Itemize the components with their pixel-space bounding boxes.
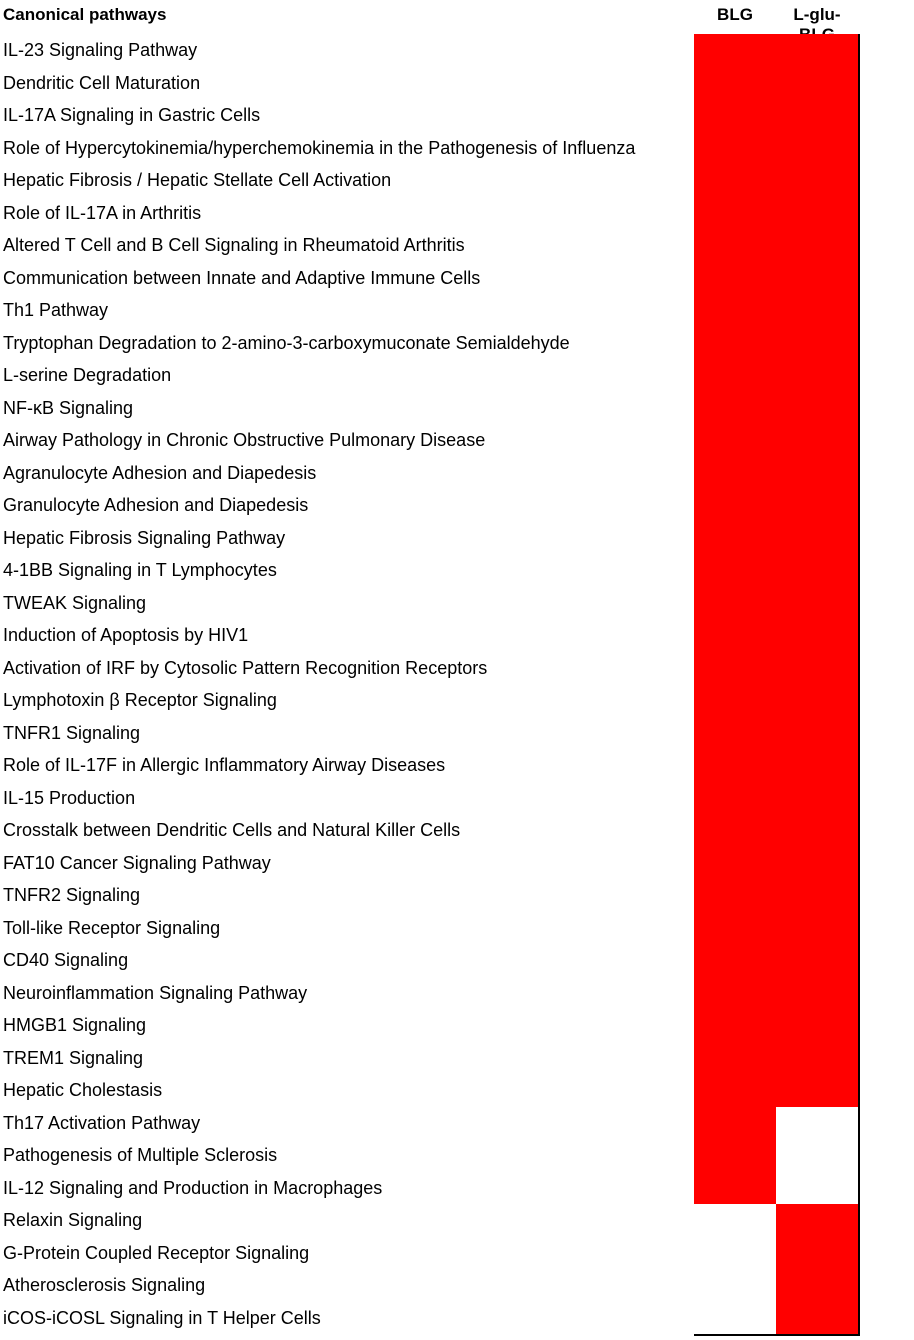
heatmap-cell-blg bbox=[694, 67, 778, 102]
heatmap-cell-blg bbox=[694, 1302, 778, 1337]
heatmap-cell-l-glu-blg bbox=[776, 1204, 860, 1239]
heatmap-cell-blg bbox=[694, 1139, 778, 1174]
heatmap-cell-l-glu-blg bbox=[776, 489, 860, 524]
heatmap-cell-blg bbox=[694, 457, 778, 492]
heatmap-cell-blg bbox=[694, 392, 778, 427]
heatmap-cell-blg bbox=[694, 847, 778, 882]
heatmap-cell-l-glu-blg bbox=[776, 684, 860, 719]
pathway-label: Th1 Pathway bbox=[3, 300, 109, 320]
heatmap-cell-blg bbox=[694, 424, 778, 459]
heatmap-cell-l-glu-blg bbox=[776, 554, 860, 589]
heatmap-cell-l-glu-blg bbox=[776, 1074, 860, 1109]
heatmap-cell-blg bbox=[694, 652, 778, 687]
heatmap-cell-blg bbox=[694, 294, 778, 329]
heatmap-cell-l-glu-blg bbox=[776, 1107, 860, 1142]
heatmap-cell-blg bbox=[694, 554, 778, 589]
pathway-label: Neuroinflammation Signaling Pathway bbox=[3, 982, 308, 1003]
heatmap-cell-l-glu-blg bbox=[776, 1172, 860, 1207]
heatmap-cell-l-glu-blg bbox=[776, 619, 860, 654]
pathway-label: Lymphotoxin β Receptor Signaling bbox=[3, 690, 277, 710]
heatmap-cell-blg bbox=[694, 749, 778, 784]
heatmap-cell-l-glu-blg bbox=[776, 392, 860, 427]
heatmap-cell-l-glu-blg bbox=[776, 359, 860, 394]
heatmap-cell-blg bbox=[694, 717, 778, 752]
heatmap-cell-l-glu-blg bbox=[776, 782, 860, 817]
heatmap-cell-blg bbox=[694, 814, 778, 849]
pathway-label: IL-15 Production bbox=[3, 787, 136, 808]
heatmap-cell-l-glu-blg bbox=[776, 717, 860, 752]
pathway-label: L-serine Degradation bbox=[3, 365, 172, 385]
heatmap-cell-blg bbox=[694, 99, 778, 134]
heatmap-cell-l-glu-blg bbox=[776, 652, 860, 687]
pathway-label: NF-κB Signaling bbox=[3, 397, 134, 418]
heatmap-cell-l-glu-blg bbox=[776, 229, 860, 264]
heatmap-cell-blg bbox=[694, 1074, 778, 1109]
heatmap-cell-blg bbox=[694, 1107, 778, 1142]
heatmap-cell-l-glu-blg bbox=[776, 457, 860, 492]
heatmap-cell-l-glu-blg bbox=[776, 879, 860, 914]
pathway-label: Th17 Activation Pathway bbox=[3, 1112, 201, 1133]
pathway-label: IL-12 Signaling and Production in Macrophages bbox=[3, 1177, 383, 1198]
pathway-label: Tryptophan Degradation to 2-amino-3-carboxymuconate Semialdehyde bbox=[3, 332, 570, 353]
pathway-label: Granulocyte Adhesion and Diapedesis bbox=[3, 495, 309, 515]
heatmap-cell-blg bbox=[694, 1009, 778, 1044]
pathway-label: Pathogenesis of Multiple Sclerosis bbox=[3, 1145, 278, 1165]
heatmap-cell-blg bbox=[694, 229, 778, 264]
heatmap-cell-l-glu-blg bbox=[776, 1009, 860, 1044]
heatmap-cell-l-glu-blg bbox=[776, 327, 860, 362]
pathway-label: Altered T Cell and B Cell Signaling in Rheumatoid Arthritis bbox=[3, 235, 465, 255]
heatmap-cell-l-glu-blg bbox=[776, 1139, 860, 1174]
pathway-label: FAT10 Cancer Signaling Pathway bbox=[3, 852, 271, 873]
heatmap-cell-blg bbox=[694, 782, 778, 817]
heatmap-cell-l-glu-blg bbox=[776, 814, 860, 849]
heatmap-cell-l-glu-blg bbox=[776, 67, 860, 102]
heatmap-cell-l-glu-blg bbox=[776, 197, 860, 232]
chart-title: Canonical pathways bbox=[3, 5, 167, 24]
heatmap-cell-blg bbox=[694, 164, 778, 199]
heatmap-cell-blg bbox=[694, 34, 778, 69]
pathway-label: IL-17A Signaling in Gastric Cells bbox=[3, 105, 261, 125]
heatmap-cell-blg bbox=[694, 912, 778, 947]
column-header-blg: BLG bbox=[717, 5, 753, 24]
pathway-label: Role of IL-17F in Allergic Inflammatory Airway Diseases bbox=[3, 755, 446, 775]
heatmap-cell-l-glu-blg bbox=[776, 1237, 860, 1272]
heatmap-cell-blg bbox=[694, 327, 778, 362]
pathway-label: 4-1BB Signaling in T Lymphocytes bbox=[3, 560, 277, 580]
heatmap-cell-blg bbox=[694, 977, 778, 1012]
pathway-label: Communication between Innate and Adaptive Immune Cells bbox=[3, 267, 481, 288]
heatmap-cell-l-glu-blg bbox=[776, 977, 860, 1012]
heatmap-cell-l-glu-blg bbox=[776, 99, 860, 134]
pathway-label: TREM1 Signaling bbox=[3, 1047, 144, 1068]
heatmap-cell-blg bbox=[694, 1237, 778, 1272]
heatmap-cell-l-glu-blg bbox=[776, 424, 860, 459]
pathway-label: TWEAK Signaling bbox=[3, 592, 147, 613]
pathway-label: HMGB1 Signaling bbox=[3, 1015, 147, 1035]
heatmap-cell-l-glu-blg bbox=[776, 587, 860, 622]
heatmap-cell-blg bbox=[694, 1172, 778, 1207]
pathway-label: Hepatic Cholestasis bbox=[3, 1080, 163, 1100]
heatmap-cell-l-glu-blg bbox=[776, 1042, 860, 1077]
heatmap-cell-blg bbox=[694, 262, 778, 297]
heatmap-cell-l-glu-blg bbox=[776, 522, 860, 557]
pathway-label: Relaxin Signaling bbox=[3, 1210, 143, 1230]
pathway-label: TNFR2 Signaling bbox=[3, 885, 141, 905]
heatmap-cell-blg bbox=[694, 489, 778, 524]
pathway-label: Toll-like Receptor Signaling bbox=[3, 917, 221, 938]
heatmap-cell-l-glu-blg bbox=[776, 912, 860, 947]
pathway-label: IL-23 Signaling Pathway bbox=[3, 40, 198, 60]
heatmap-cell-blg bbox=[694, 684, 778, 719]
heatmap-cell-blg bbox=[694, 1269, 778, 1304]
pathway-label: TNFR1 Signaling bbox=[3, 722, 141, 743]
heatmap-cell-l-glu-blg bbox=[776, 294, 860, 329]
heatmap-cell-l-glu-blg bbox=[776, 164, 860, 199]
heatmap-cell-blg bbox=[694, 132, 778, 167]
heatmap-cell-blg bbox=[694, 1204, 778, 1239]
heatmap-cell-l-glu-blg bbox=[776, 1269, 860, 1304]
heatmap-grid bbox=[694, 34, 858, 1334]
heatmap-cell-l-glu-blg bbox=[776, 34, 860, 69]
pathway-label: Dendritic Cell Maturation bbox=[3, 72, 201, 93]
pathway-label: Hepatic Fibrosis Signaling Pathway bbox=[3, 527, 286, 548]
heatmap-cell-blg bbox=[694, 587, 778, 622]
heatmap-cell-l-glu-blg bbox=[776, 262, 860, 297]
pathway-label: Crosstalk between Dendritic Cells and Natural Killer Cells bbox=[3, 820, 461, 840]
pathway-label: Activation of IRF by Cytosolic Pattern Recognition Receptors bbox=[3, 657, 488, 678]
pathway-label: Agranulocyte Adhesion and Diapedesis bbox=[3, 462, 317, 483]
pathway-label: Role of Hypercytokinemia/hyperchemokinemia in the Pathogenesis of Influenza bbox=[3, 137, 636, 158]
heatmap-cell-l-glu-blg bbox=[776, 847, 860, 882]
heatmap-cell-l-glu-blg bbox=[776, 1302, 860, 1337]
heatmap-cell-blg bbox=[694, 619, 778, 654]
pathway-label: Airway Pathology in Chronic Obstructive Pulmonary Disease bbox=[3, 430, 486, 450]
heatmap-cell-blg bbox=[694, 879, 778, 914]
heatmap-cell-l-glu-blg bbox=[776, 749, 860, 784]
pathway-label: Induction of Apoptosis by HIV1 bbox=[3, 625, 249, 645]
heatmap-cell-blg bbox=[694, 522, 778, 557]
pathway-label: iCOS-iCOSL Signaling in T Helper Cells bbox=[3, 1307, 321, 1328]
pathway-label: Role of IL-17A in Arthritis bbox=[3, 202, 202, 223]
pathway-label: Atherosclerosis Signaling bbox=[3, 1275, 206, 1295]
heatmap-cell-blg bbox=[694, 1042, 778, 1077]
heatmap-cell-l-glu-blg bbox=[776, 944, 860, 979]
heatmap-cell-blg bbox=[694, 944, 778, 979]
pathway-label: CD40 Signaling bbox=[3, 950, 129, 970]
heatmap-cell-l-glu-blg bbox=[776, 132, 860, 167]
pathway-label: G-Protein Coupled Receptor Signaling bbox=[3, 1242, 310, 1263]
heatmap-cell-blg bbox=[694, 197, 778, 232]
column-header-l-glu-blg: L-glu- bbox=[793, 5, 841, 24]
pathway-label: Hepatic Fibrosis / Hepatic Stellate Cell Activation bbox=[3, 170, 392, 190]
heatmap-cell-blg bbox=[694, 359, 778, 394]
